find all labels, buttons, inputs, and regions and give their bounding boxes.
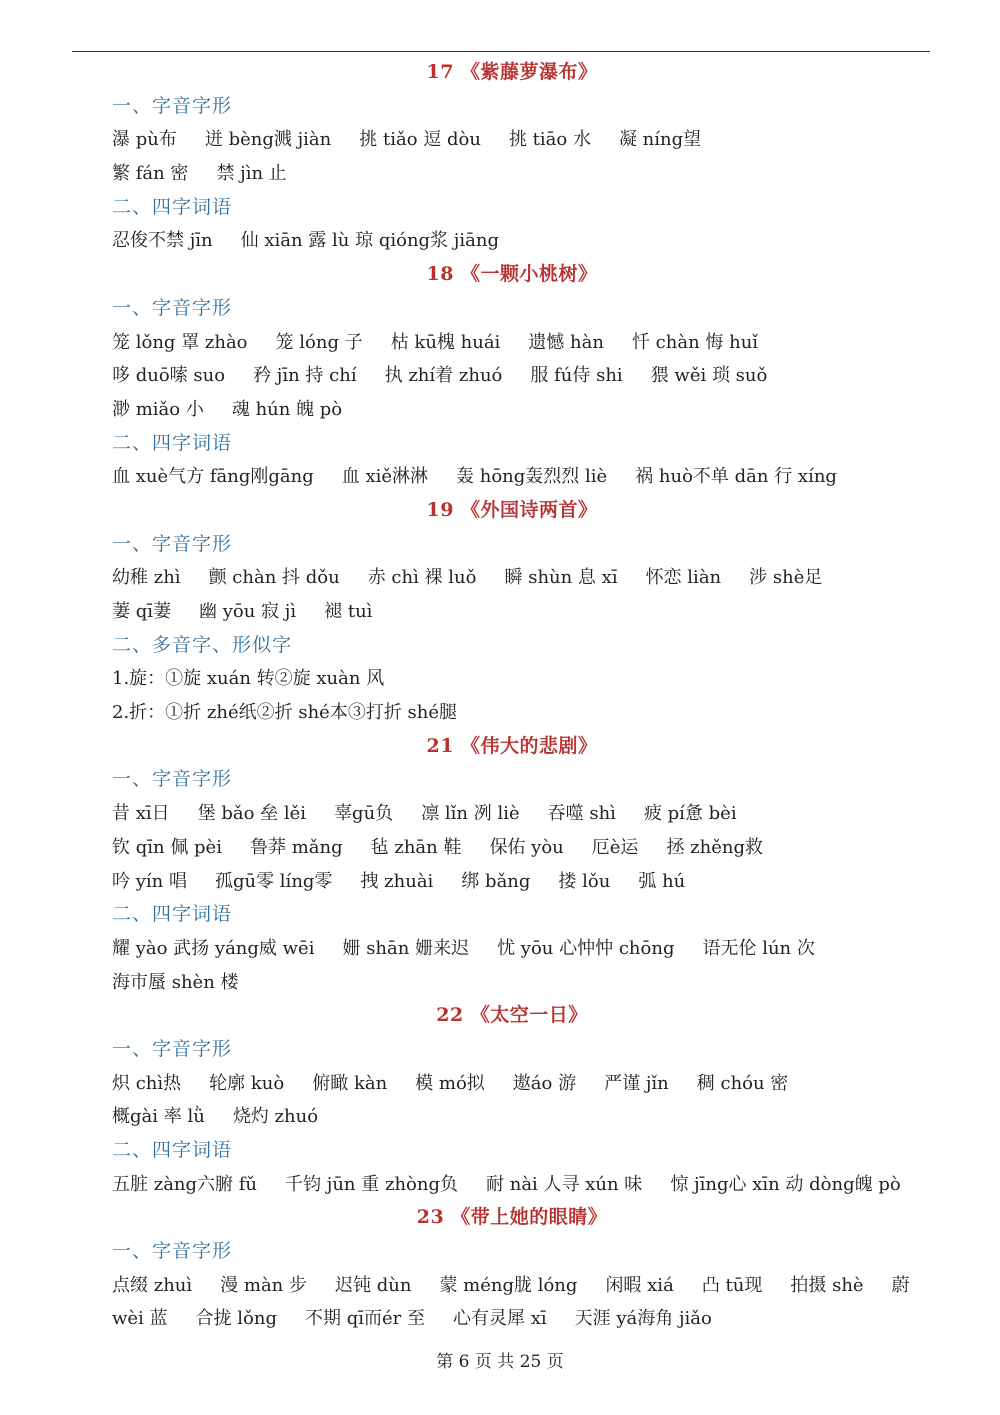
lesson-title: 22 《太空一日》 [436, 1004, 588, 1027]
vocab-entry: 概gài 率 lǜ [112, 1106, 205, 1128]
vocab-line [112, 932, 912, 966]
vocab-entry: 闲暇 xiá [605, 1274, 674, 1296]
vocab-entry: 稠 chóu 密 [696, 1072, 789, 1094]
vocab-entry: 蔚 [891, 1274, 910, 1296]
vocab-entry: 1.旋：①旋 xuán 转②旋 xuàn 风 [112, 668, 385, 690]
vocab-entry: 保佑 yòu [489, 836, 564, 858]
section-heading: 二、多音字、形似字 [112, 633, 293, 656]
section-heading: 二、四字词语 [112, 903, 233, 926]
vocab-entry: 千钧 jūn 重 zhòng负 [285, 1173, 458, 1195]
vocab-entry: 服 fú侍 shi [530, 365, 623, 387]
vocab-entry: 2.折：①折 zhé纸②折 shé本③打折 shé腿 [112, 702, 458, 724]
vocab-entry: 幽 yōu 寂 jì [199, 601, 297, 622]
vocab-entry: 祸 huò不单 dān 行 xíng [635, 466, 837, 488]
vocab-line [112, 224, 912, 258]
vocab-entry: 模 mó拟 [415, 1072, 485, 1094]
vocab-entry: 点缀 zhuì [112, 1274, 193, 1296]
vocab-entry: 拯 zhěng救 [666, 836, 764, 858]
section-heading: 一、字音字形 [112, 296, 233, 319]
vocab-entry: 禁 jìn 止 [216, 163, 287, 185]
vocab-entry: 心有灵犀 xī [452, 1308, 547, 1330]
vocab-entry: 轮廓 kuò [209, 1072, 285, 1094]
vocab-entry: 凸 tū现 [701, 1274, 763, 1296]
page-footer: 第 6 页 共 25 页 [436, 1352, 564, 1372]
vocab-entry: 笼 lóng 子 [275, 331, 363, 353]
section-heading: 一、字音字形 [112, 532, 233, 555]
vocab-entry: 魂 hún 魄 pò [231, 398, 343, 420]
vocab-entry: 遗憾 hàn [528, 331, 604, 353]
vocab-entry: 语无伦 lún 次 [702, 937, 815, 959]
lesson-title: 21 《伟大的悲剧》 [426, 734, 598, 757]
vocab-entry: 枯 kū槐 huái [390, 331, 501, 353]
vocab-entry: 迸 bèng溅 jiàn [204, 129, 332, 151]
vocab-entry: 幼稚 zhì [112, 567, 181, 589]
vocab-line [112, 831, 912, 865]
vocab-entry: 严谨 jǐn [604, 1072, 669, 1094]
vocab-entry: 辜gū负 [334, 803, 394, 825]
vocab-entry: 血 xiě淋淋 [341, 466, 429, 488]
vocab-entry: 遨áo 游 [512, 1072, 577, 1094]
vocab-entry: 挑 tiǎo 逗 dòu [359, 129, 481, 151]
page-content [112, 56, 912, 1336]
section-heading: 二、四字词语 [112, 431, 233, 454]
vocab-entry: 弧 hú [638, 870, 686, 892]
vocab-entry: 炽 chì热 [112, 1072, 182, 1094]
vocab-entry: 迟钝 dùn [335, 1274, 412, 1296]
vocab-entry: 笼 lǒng 罩 zhào [112, 331, 248, 353]
vocab-entry: 怀恋 liàn [645, 567, 722, 589]
vocab-entry: 绑 bǎng [461, 870, 531, 892]
section-heading: 一、字音字形 [112, 94, 233, 117]
vocab-line [112, 1302, 912, 1336]
vocab-entry: 赤 chì 裸 luǒ [367, 567, 477, 589]
vocab-line [112, 326, 912, 360]
vocab-entry: 搂 lǒu [558, 870, 611, 892]
vocab-entry: 忏 chàn 悔 huǐ [631, 331, 759, 353]
vocab-entry: 萋 qī萋 [112, 601, 172, 622]
vocab-entry: 疲 pí惫 bèi [643, 803, 737, 825]
vocab-line [112, 359, 912, 393]
vocab-entry: 耐 nài 人寻 xún 味 [486, 1173, 643, 1195]
vocab-line [112, 797, 912, 831]
vocab-line [112, 662, 912, 696]
vocab-entry: 猥 wěi 琐 suǒ [650, 365, 768, 387]
section-heading: 一、字音字形 [112, 1240, 233, 1263]
vocab-entry: 俯瞰 kàn [312, 1072, 388, 1094]
vocab-entry: 哆 duō嗦 suo [112, 365, 226, 387]
vocab-entry: 矜 jīn 持 chí [253, 365, 357, 387]
vocab-line [112, 393, 912, 427]
vocab-entry: 仙 xiān 露 lù 琼 qióng浆 jiāng [240, 230, 499, 252]
vocab-line [112, 966, 912, 1000]
vocab-entry: 挑 tiāo 水 [508, 129, 591, 151]
vocab-entry: wèi 蓝 [112, 1308, 168, 1330]
vocab-entry: 不期 qī而ér 至 [304, 1308, 425, 1330]
vocab-entry: 凝 níng望 [618, 129, 702, 151]
header-rule [72, 51, 930, 52]
vocab-entry: 吟 yín 唱 [112, 870, 187, 892]
vocab-entry: 惊 jīng心 xīn 动 dòng魄 pò [670, 1173, 901, 1195]
vocab-entry: 鲁莽 mǎng [249, 836, 343, 858]
vocab-entry: 毡 zhān 鞋 [370, 836, 462, 858]
vocab-entry: 凛 lǐn 冽 liè [421, 803, 520, 825]
vocab-entry: 姗 shān 姗来迟 [342, 937, 470, 959]
vocab-line [112, 123, 912, 157]
vocab-entry: 忍俊不禁 jīn [112, 230, 213, 252]
vocab-entry: 渺 miǎo 小 [112, 398, 204, 420]
vocab-entry: 颤 chàn 抖 dǒu [208, 567, 340, 589]
vocab-entry: 瀑 pù布 [112, 129, 177, 151]
vocab-entry: 烧灼 zhuó [232, 1106, 319, 1128]
vocab-entry: 褪 tuì [324, 601, 373, 622]
vocab-entry: 天涯 yá海角 jiǎo [574, 1308, 712, 1330]
vocab-line [112, 460, 912, 494]
vocab-line [112, 865, 912, 899]
lesson-title: 19 《外国诗两首》 [426, 498, 598, 521]
vocab-entry: 耀 yào 武扬 yáng威 wēi [112, 937, 315, 959]
lesson-title: 23 《带上她的眼睛》 [416, 1206, 608, 1229]
vocab-entry: 拍摄 shè [790, 1274, 864, 1296]
vocab-entry: 漫 màn 步 [220, 1274, 307, 1296]
vocab-entry: 合拢 lǒng [195, 1308, 277, 1330]
vocab-entry: 堡 bǎo 垒 lěi [197, 803, 307, 825]
vocab-entry: 吞噬 shì [547, 803, 616, 825]
vocab-entry: 忧 yōu 心忡忡 chōng [497, 937, 675, 959]
vocab-entry: 拽 zhuài [360, 870, 434, 892]
section-heading: 一、字音字形 [112, 768, 233, 791]
vocab-line [112, 1100, 912, 1134]
vocab-entry: 昔 xī日 [112, 803, 170, 825]
vocab-line [112, 595, 912, 629]
section-heading: 二、四字词语 [112, 1139, 233, 1161]
vocab-entry: 钦 qīn 佩 pèi [112, 836, 222, 858]
vocab-entry: 涉 shè足 [749, 567, 823, 589]
vocab-line [112, 157, 912, 191]
section-heading: 一、字音字形 [112, 1037, 233, 1060]
vocab-line [112, 696, 912, 730]
vocab-entry: 海市蜃 shèn 楼 [112, 971, 239, 993]
vocab-entry: 血 xuè气方 fāng刚gāng [112, 466, 314, 488]
vocab-entry: 厄è运 [591, 836, 639, 858]
vocab-entry: 轰 hōng轰烈烈 liè [456, 466, 608, 488]
lesson-title: 17 《紫藤萝瀑布》 [426, 61, 598, 83]
section-heading: 二、四字词语 [112, 195, 233, 218]
vocab-line [112, 1067, 912, 1101]
vocab-entry: 执 zhí着 zhuó [384, 365, 503, 387]
lesson-title: 18 《一颗小桃树》 [426, 263, 598, 286]
vocab-entry: 孤gū零 líng零 [214, 870, 333, 892]
vocab-line [112, 561, 912, 595]
vocab-entry: 蒙 méng胧 lóng [439, 1274, 578, 1296]
vocab-entry: 五脏 zàng六腑 fǔ [112, 1173, 258, 1195]
vocab-line [112, 1168, 912, 1202]
vocab-entry: 瞬 shùn 息 xī [504, 567, 618, 589]
vocab-entry: 繁 fán 密 [112, 163, 189, 185]
vocab-line [112, 1269, 912, 1303]
